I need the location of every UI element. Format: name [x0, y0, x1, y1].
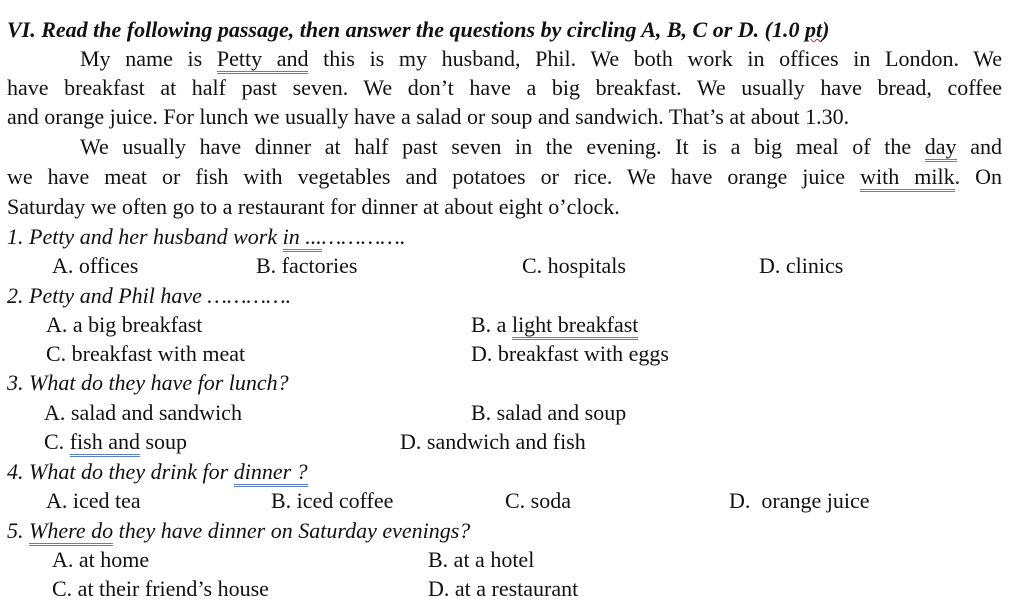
- q1-option-a[interactable]: A. offices: [52, 253, 139, 278]
- grammar-flag-petty-and: Petty and: [217, 46, 309, 74]
- q1-option-d[interactable]: D. clinics: [759, 253, 844, 278]
- title-pt: pt: [805, 17, 823, 42]
- q1-option-b[interactable]: B. factories: [256, 253, 358, 278]
- passage-line-5: we have meat or fish with vegetables and potatoes or rice. We have orange juice with milk. On: [7, 162, 1002, 192]
- passage-line-3: and orange juice. For lunch we usually have a salad or soup and sandwich. That’s at about 1.30.: [7, 104, 850, 129]
- passage-line-6: Saturday we often go to a restaurant for dinner at about eight o’clock.: [7, 194, 620, 219]
- q3-option-d[interactable]: D. sandwich and fish: [400, 429, 586, 454]
- passage-line-2: have breakfast at half past seven. We don’t have a big breakfast. We usually have bread, coffee: [7, 75, 1002, 100]
- q5-option-d[interactable]: D. at a restaurant: [428, 576, 579, 601]
- question-3: 3. What do they have for lunch?: [7, 370, 289, 395]
- q5-option-c[interactable]: C. at their friend’s house: [52, 576, 269, 601]
- question-1: 1. Petty and her husband work in ...………….: [7, 222, 405, 252]
- q1-option-c[interactable]: C. hospitals: [522, 253, 626, 278]
- grammar-flag-light-breakfast: light breakfast: [512, 312, 638, 340]
- grammar-flag-with-milk: with milk: [860, 164, 954, 192]
- q4-option-c[interactable]: C. soda: [505, 488, 571, 513]
- q4-option-a[interactable]: A. iced tea: [46, 488, 141, 513]
- section-title: [7, 15, 829, 45]
- grammar-flag-in: in ...: [283, 224, 322, 252]
- grammar-flag-dinner: dinner ?: [234, 459, 308, 487]
- question-2: 2. Petty and Phil have ………….: [7, 283, 292, 308]
- q3-option-a[interactable]: A. salad and sandwich: [44, 400, 242, 425]
- q2-option-a[interactable]: A. a big breakfast: [46, 312, 203, 337]
- q4-option-b[interactable]: B. iced coffee: [271, 488, 394, 513]
- q2-option-c[interactable]: C. breakfast with meat: [46, 341, 246, 366]
- grammar-flag-where-do: Where do: [29, 518, 113, 546]
- q2-option-d[interactable]: D. breakfast with eggs: [471, 341, 669, 366]
- question-5: 5. Where do they have dinner on Saturday evenings?: [7, 516, 470, 546]
- grammar-flag-day: day: [925, 134, 957, 162]
- q3-option-c[interactable]: C. fish and soup: [44, 427, 187, 457]
- title-main: VI. Read the following passage, then answer the questions by circling A, B, C or D. (1.0: [7, 17, 805, 42]
- question-4: 4. What do they drink for dinner ?: [7, 457, 308, 487]
- q3-option-b[interactable]: B. salad and soup: [471, 400, 627, 425]
- q2-option-b[interactable]: B. a light breakfast: [471, 310, 638, 340]
- passage-line-4: We usually have dinner at half past seven in the evening. It is a big meal of the day and: [7, 132, 1002, 162]
- passage-line-1: My name is Petty and this is my husband, Phil. We both work in offices in London. We: [7, 44, 1002, 74]
- q4-option-d[interactable]: D. orange juice: [729, 488, 870, 513]
- grammar-flag-fish-and: fish and: [70, 429, 140, 457]
- q5-option-a[interactable]: A. at home: [52, 547, 150, 572]
- title-close: ): [822, 17, 830, 42]
- q5-option-b[interactable]: B. at a hotel: [428, 547, 535, 572]
